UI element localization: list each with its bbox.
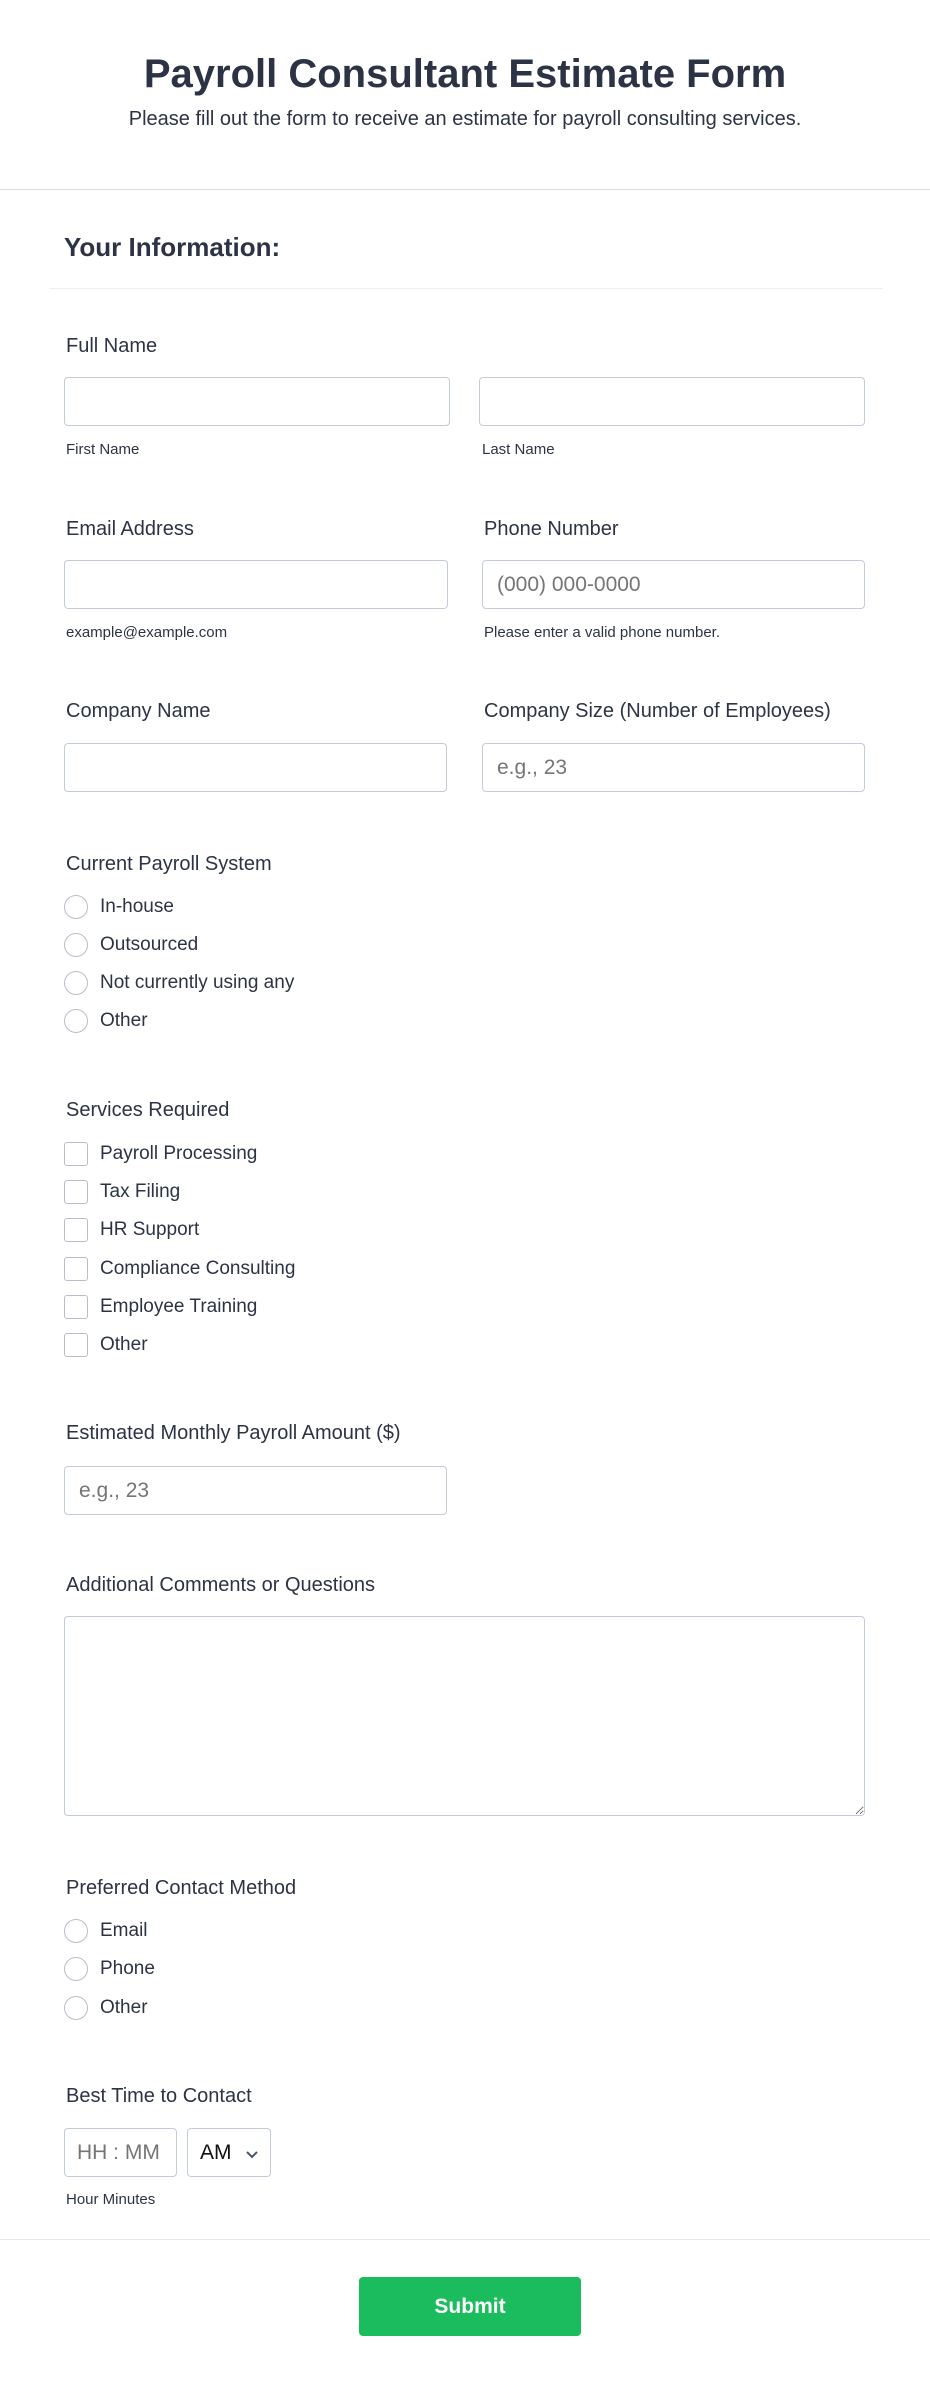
radio-phone[interactable] bbox=[64, 1957, 155, 1981]
option-label: In-house bbox=[100, 896, 174, 917]
option-label: Email bbox=[100, 1920, 148, 1941]
section-divider bbox=[49, 288, 883, 289]
option-label: Employee Training bbox=[100, 1296, 258, 1317]
checkbox-payroll-processing[interactable] bbox=[64, 1142, 257, 1166]
company-size-input[interactable] bbox=[482, 743, 865, 792]
checkbox-tax-filing[interactable] bbox=[64, 1180, 180, 1204]
form-subtitle: Please fill out the form to receive an estimate for payroll consulting services. bbox=[128, 108, 802, 130]
radio-circle[interactable] bbox=[64, 895, 88, 919]
checkbox-box[interactable] bbox=[64, 1295, 88, 1319]
submit-button[interactable]: Submit bbox=[359, 2277, 581, 2336]
radio-circle[interactable] bbox=[64, 1957, 88, 1981]
footer-divider bbox=[0, 2239, 930, 2240]
radio-outsourced[interactable] bbox=[64, 933, 198, 957]
email-hint: example@example.com bbox=[66, 624, 228, 641]
services-label: Services Required bbox=[66, 1099, 230, 1121]
option-label: HR Support bbox=[100, 1219, 200, 1240]
header-divider bbox=[0, 189, 930, 190]
time-hint: Hour Minutes bbox=[66, 2191, 156, 2208]
radio-not-using[interactable] bbox=[64, 971, 294, 995]
phone-input[interactable] bbox=[482, 560, 865, 609]
checkbox-box[interactable] bbox=[64, 1257, 88, 1281]
radio-circle[interactable] bbox=[64, 1996, 88, 2020]
checkbox-compliance[interactable] bbox=[64, 1257, 295, 1281]
company-size-label: Company Size (Number of Employees) bbox=[484, 700, 831, 722]
option-label: Tax Filing bbox=[100, 1181, 181, 1202]
checkbox-other-service[interactable] bbox=[64, 1333, 148, 1357]
ampm-select[interactable] bbox=[187, 2128, 271, 2177]
checkbox-hr-support[interactable] bbox=[64, 1218, 199, 1242]
last-name-input[interactable] bbox=[479, 377, 865, 426]
option-label: Not currently using any bbox=[100, 972, 295, 993]
chevron-down-icon bbox=[246, 2141, 258, 2165]
contact-method-label: Preferred Contact Method bbox=[66, 1877, 297, 1899]
radio-email[interactable] bbox=[64, 1919, 148, 1943]
checkbox-box[interactable] bbox=[64, 1333, 88, 1357]
radio-in-house[interactable] bbox=[64, 895, 174, 919]
comments-textarea[interactable] bbox=[64, 1616, 865, 1816]
option-label: Other bbox=[100, 1334, 148, 1355]
email-input[interactable] bbox=[64, 560, 448, 609]
company-name-input[interactable] bbox=[64, 743, 447, 792]
option-label: Other bbox=[100, 1997, 148, 2018]
radio-circle[interactable] bbox=[64, 1009, 88, 1033]
option-label: Other bbox=[100, 1010, 148, 1031]
radio-circle[interactable] bbox=[64, 1919, 88, 1943]
monthly-payroll-label: Estimated Monthly Payroll Amount ($) bbox=[66, 1422, 401, 1444]
radio-circle[interactable] bbox=[64, 933, 88, 957]
phone-label: Phone Number bbox=[484, 518, 619, 540]
first-name-hint: First Name bbox=[66, 441, 140, 458]
option-label: Compliance Consulting bbox=[100, 1258, 296, 1279]
phone-hint: Please enter a valid phone number. bbox=[484, 624, 720, 641]
checkbox-box[interactable] bbox=[64, 1180, 88, 1204]
payroll-system-label: Current Payroll System bbox=[66, 853, 272, 875]
section-title: Your Information: bbox=[64, 232, 281, 262]
checkbox-box[interactable] bbox=[64, 1142, 88, 1166]
checkbox-box[interactable] bbox=[64, 1218, 88, 1242]
monthly-payroll-input[interactable] bbox=[64, 1466, 447, 1515]
radio-circle[interactable] bbox=[64, 971, 88, 995]
first-name-input[interactable] bbox=[64, 377, 450, 426]
radio-other-system[interactable] bbox=[64, 1009, 148, 1033]
last-name-hint: Last Name bbox=[482, 441, 555, 458]
ampm-value: AM bbox=[200, 2140, 232, 2164]
company-name-label: Company Name bbox=[66, 700, 211, 722]
time-input[interactable] bbox=[64, 2128, 177, 2177]
form-title: Payroll Consultant Estimate Form bbox=[143, 52, 787, 96]
checkbox-employee-training[interactable] bbox=[64, 1295, 257, 1319]
best-time-label: Best Time to Contact bbox=[66, 2085, 252, 2107]
email-label: Email Address bbox=[66, 518, 194, 540]
option-label: Outsourced bbox=[100, 934, 199, 955]
radio-other-contact[interactable] bbox=[64, 1996, 148, 2020]
comments-label: Additional Comments or Questions bbox=[66, 1574, 376, 1596]
option-label: Phone bbox=[100, 1958, 155, 1979]
option-label: Payroll Processing bbox=[100, 1143, 258, 1164]
full-name-label: Full Name bbox=[66, 335, 158, 357]
